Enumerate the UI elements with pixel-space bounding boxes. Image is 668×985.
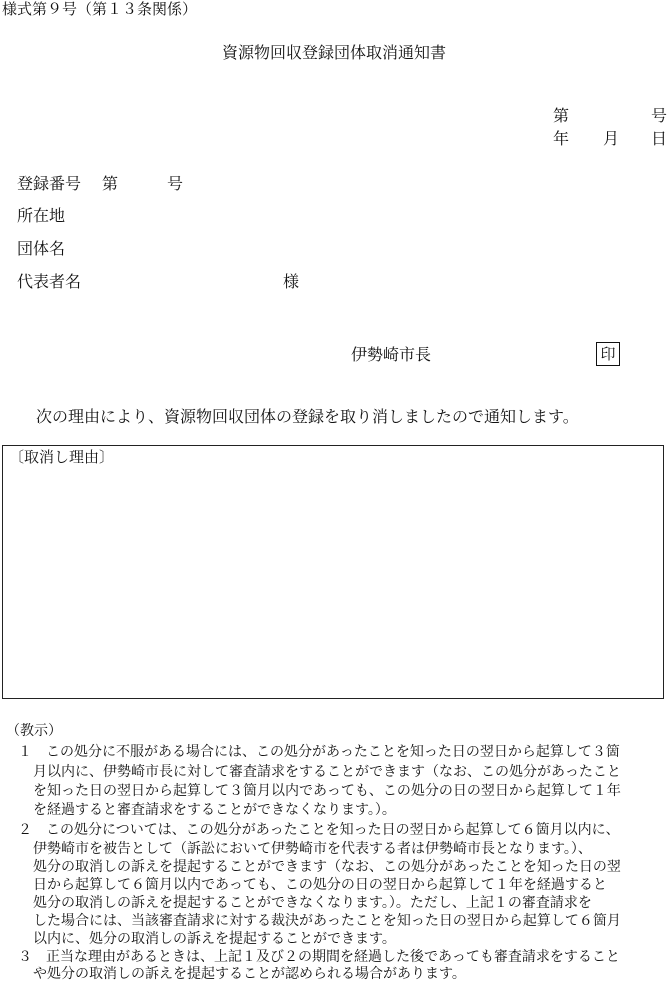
notice-sentence: 次の理由により、資源物回収団体の登録を取り消しましたので通知します。: [36, 407, 579, 426]
cancellation-reason-box: [2, 445, 664, 699]
date-day-label: 日: [651, 129, 668, 148]
honorific-sama: 様: [283, 272, 300, 291]
instruction-line: を経過すると審査請求をすることができなくなります。）。: [33, 802, 396, 818]
document-number-suffix: 号: [651, 106, 668, 125]
cancellation-reason-label: 〔取消し理由〕: [9, 448, 115, 466]
date-month-label: 月: [603, 129, 620, 148]
instruction-line: 月以内に、伊勢崎市長に対して審査請求をすることができます（なお、この処分があったこと: [33, 764, 621, 780]
representative-name-label: 代表者名: [17, 272, 82, 291]
instruction-line: 伊勢崎市を被告として（訴訟において伊勢崎市を代表する者は伊勢崎市長となります。）、: [33, 841, 592, 857]
document-number-prefix: 第: [553, 106, 570, 125]
instruction-line: ２ この処分については、この処分があったことを知った日の翌日から起算して６箇月以内に、: [18, 822, 620, 838]
instruction-line: した場合には、当該審査請求に対する裁決があったことを知った日の翌日から起算して６箇月: [33, 913, 621, 929]
date-year-label: 年: [553, 129, 570, 148]
instruction-line: 以内に、処分の取消しの訴えを提起することができます。: [33, 931, 396, 947]
instruction-line: 処分の取消しの訴えを提起することができます（なお、この処分があったことを知った日の翌: [33, 859, 621, 875]
registration-number-suffix: 号: [167, 174, 184, 193]
document-title: 資源物回収登録団体取消通知書: [221, 43, 446, 62]
instruction-label: （教示）: [6, 723, 62, 739]
issuer-name: 伊勢崎市長: [351, 345, 432, 364]
instruction-line: や処分の取消しの訴えを提起することが認められる場合があります。: [33, 966, 466, 982]
registration-number-label: 登録番号: [17, 174, 82, 193]
instruction-line: １ この処分に不服がある場合には、この処分があったことを知った日の翌日から起算して３箇: [18, 744, 620, 760]
instruction-line: 日から起算して６箇月以内であっても、この処分の日の翌日から起算して１年を経過すると: [33, 877, 607, 893]
address-label: 所在地: [17, 206, 66, 225]
instruction-line: ３ 正当な理由があるときは、上記１及び２の期間を経過した後であっても審査請求をすること: [18, 949, 620, 965]
instruction-line: 処分の取消しの訴えを提起することができなくなります。）。ただし、上記１の審査請求を: [33, 895, 592, 911]
registration-number-prefix: 第: [102, 174, 119, 193]
instruction-line: を知った日の翌日から起算して３箇月以内であっても、この処分の日の翌日から起算して１年: [33, 783, 621, 799]
seal-stamp-box: 印: [596, 342, 620, 366]
form-number-label: 様式第９号（第１３条関係）: [2, 0, 198, 18]
organization-name-label: 団体名: [17, 239, 66, 258]
